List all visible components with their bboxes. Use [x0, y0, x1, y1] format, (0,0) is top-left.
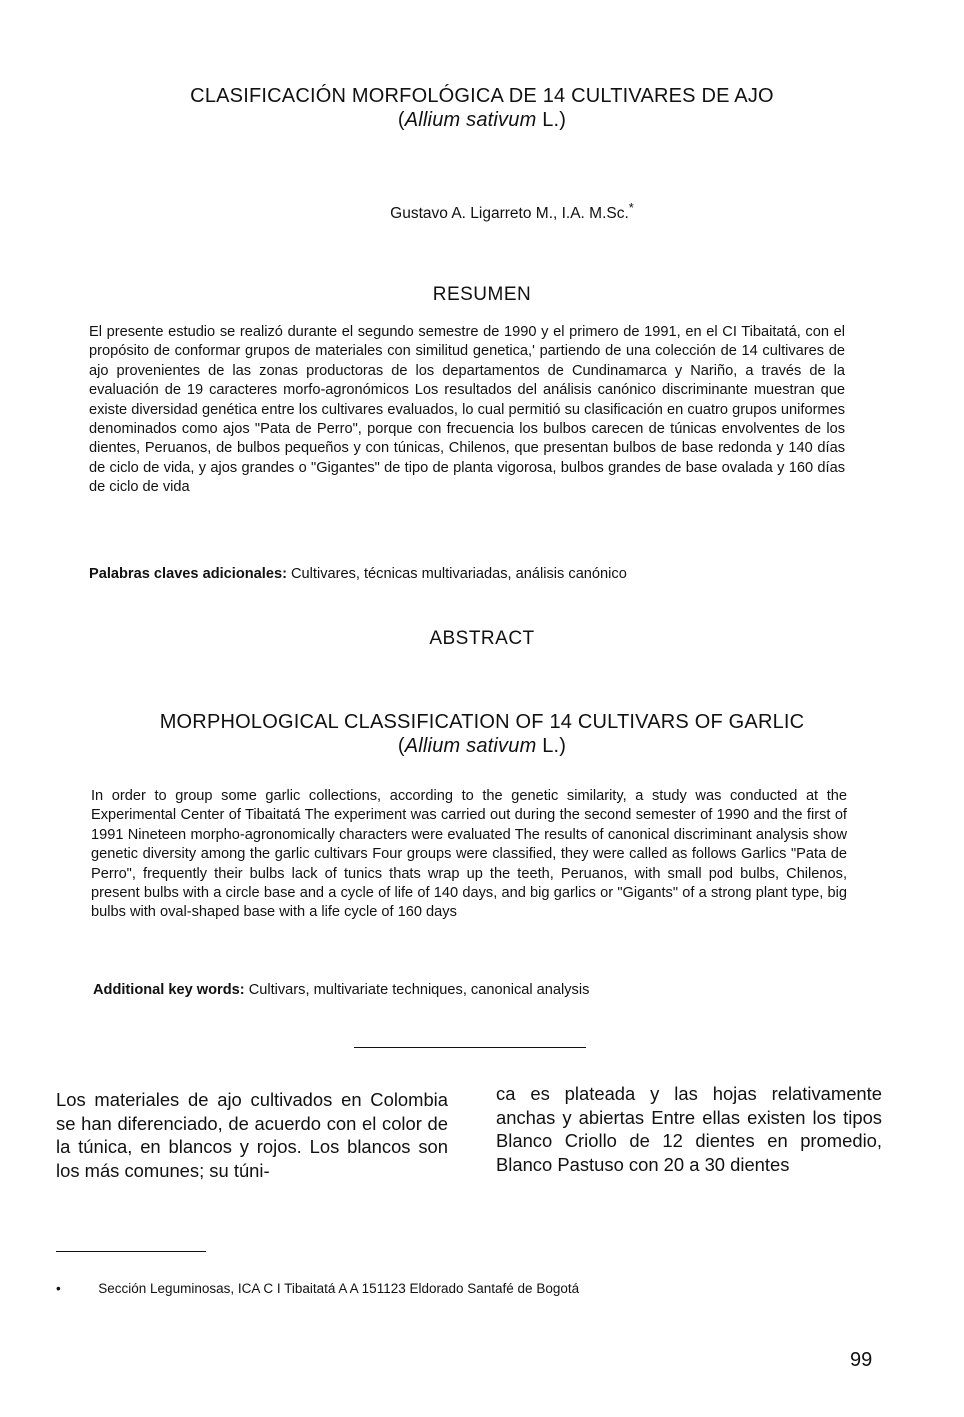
keywords-en [93, 982, 873, 998]
author-footnote-mark: * [628, 200, 634, 215]
title-en [60, 710, 904, 758]
keywords-es [89, 566, 869, 582]
keywords-en-label: Additional key words: [93, 982, 245, 998]
title-en-open: ( [397, 735, 405, 757]
title-en-species: Allium sativum [404, 735, 537, 757]
resumen-heading: RESUMEN [432, 284, 532, 305]
body-column-2: ca es plateada y las hojas relativamente anchas y abiertas Entre ellas existen los tipos Blanco Criollo de 12 dientes en promedio, Blanco Pastuso con 20 a 30 dientes [496, 1083, 882, 1175]
title-en-close: L.) [536, 735, 567, 757]
title-es-open: ( [397, 109, 405, 131]
title-es [60, 84, 904, 132]
body-column-1: Los materiales de ajo cultivados en Colombia se han diferenciado, de acuerdo con el color de la túnica, en blancos y rojos. Los blancos son los más comunes; su túni- [56, 1089, 448, 1181]
keywords-es-label: Palabras claves adicionales: [89, 566, 287, 582]
keywords-en-text: Cultivars, multivariate techniques, canonical analysis [244, 982, 590, 998]
title-es-line2 [60, 108, 904, 132]
abstract-heading: ABSTRACT [429, 628, 535, 649]
section-divider [354, 1047, 586, 1048]
footnote-text: Sección Leguminosas, ICA C I Tibaitatá A A 151123 Eldorado Santafé de Bogotá [98, 1281, 580, 1296]
title-es-line1: CLASIFICACIÓN MORFOLÓGICA DE 14 CULTIVARES DE AJO [190, 85, 774, 107]
title-en-line1: MORPHOLOGICAL CLASSIFICATION OF 14 CULTIVARS OF GARLIC [159, 711, 805, 733]
abstract-text: In order to group some garlic collections, according to the genetic similarity, a study was conducted at the Experimental Center of Tibaitatá The experiment was carried out during the second semester of 1990 and the first of 1991 Nineteen morpho-agronomically characters were evaluated The results of canonical discriminant analysis show genetic diversity among the garlic cultivars Four groups were classified, they were called as follows Garlics "Pata de Perro", frequently their bulbs lack of tunics thats wrap up the teeth, Peruanos, with small pod bulbs, Chilenos, present bulbs with a circle base and a cycle of life of 140 days, and big garlics or "Gigants" of a strong plant type, big bulbs with oval-shaped base with a life cycle of 160 days [91, 788, 847, 921]
author-name: Gustavo A. Ligarreto M., I.A. M.Sc. [390, 205, 629, 223]
title-es-close: L.) [536, 109, 567, 131]
footnote-divider [56, 1251, 206, 1252]
title-es-species: Allium sativum [404, 109, 537, 131]
footnote-bullet: • [56, 1281, 61, 1296]
resumen-text: El presente estudio se realizó durante el segundo semestre de 1990 y el primero de 1991, en el CI Tibaitatá, con el propósito de conformar grupos de materiales con similitud genetica,' partiendo de una colección de 14 cultivares de ajo provenientes de las zonas productoras de los departamentos de Cundinamarca y Nariño, a través de la evaluación de 19 caracteres morfo-agronómicos Los resultados del análisis canónico discriminante muestran que existe diversidad genética entre los cultivares evaluados, lo cual permitió su clasificación en cuatro grupos uniformes denominados como ajos "Pata de Perro", porque con frecuencia los bulbos carecen de túnicas envolventes de los dientes, Peruanos, de bulbos pequeños y con túnicas, Chilenos, que presentan bulbos de base redonda y 140 días de ciclo de vida, y ajos grandes o "Gigantes" de tipo de planta vigorosa, bulbos grandes de base ovalada y 160 días de ciclo de vida [89, 324, 845, 496]
keywords-es-text: Cultivares, técnicas multivariadas, análisis canónico [286, 566, 627, 582]
title-en-line2 [60, 734, 904, 758]
author [60, 200, 964, 223]
page-number: 99 [850, 1349, 873, 1371]
footnote [56, 1281, 856, 1296]
